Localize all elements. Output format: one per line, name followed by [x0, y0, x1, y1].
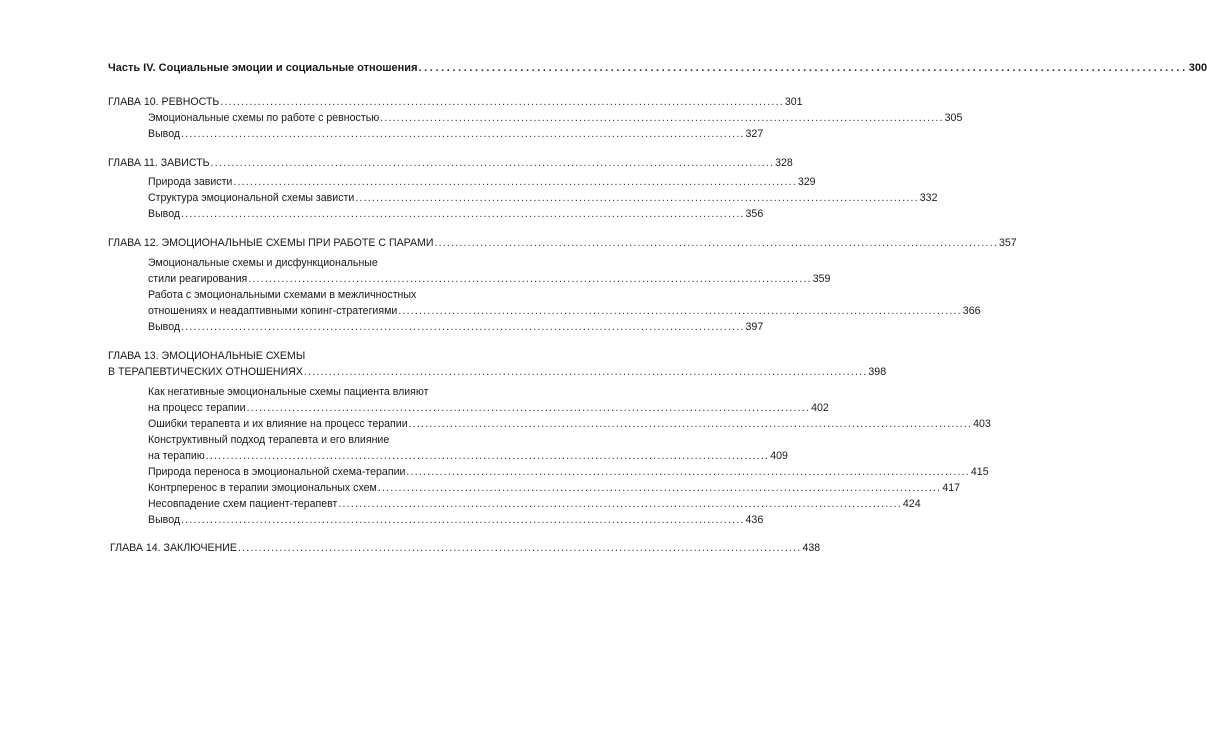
toc-chapter-entry — [108, 96, 803, 109]
section-title: Природа зависти — [148, 176, 233, 188]
dot-leader: ........................................................................................................................................ — [181, 321, 745, 333]
page-number: 424 — [902, 498, 921, 510]
dot-leader: ........................................................................................................................................ — [338, 498, 902, 510]
toc-section-entry — [148, 321, 764, 334]
section-title: отношениях и неадаптивными копинг-стратегиями — [148, 305, 398, 317]
section-title: стили реагирования — [148, 273, 248, 285]
dot-leader: ........................................................................................................................................ — [408, 418, 973, 430]
section-title-line: Конструктивный подход терапевта и его влияние — [148, 434, 390, 446]
toc-section-entry — [148, 482, 960, 495]
chapter-title: В ТЕРАПЕВТИЧЕСКИХ ОТНОШЕНИЯХ — [108, 366, 303, 378]
page-number: 357 — [999, 237, 1017, 249]
section-title: Вывод — [148, 208, 181, 220]
page-number: 415 — [970, 466, 989, 478]
page-number: 417 — [942, 482, 960, 494]
section-title: Вывод — [148, 514, 181, 526]
section-title: на процесс терапии — [148, 402, 246, 414]
page-number: 436 — [745, 514, 764, 526]
dot-leader: ........................................................................................................................................ — [406, 466, 970, 478]
page-number: 327 — [745, 128, 764, 140]
page-number: 300 — [1188, 62, 1207, 74]
page-number: 397 — [745, 321, 764, 333]
section-title: Ошибки терапевта и их влияние на процесс терапии — [148, 418, 408, 430]
dot-leader: ........................................................................................................................................ — [181, 208, 745, 220]
section-title: Структура эмоциональной схемы зависти — [148, 192, 355, 204]
toc-section-entry — [148, 402, 829, 415]
section-title: на терапию — [148, 450, 205, 462]
toc-section-entry — [148, 112, 963, 125]
chapter-title: ГЛАВА 14. ЗАКЛЮЧЕНИЕ — [110, 542, 237, 554]
page-number: 438 — [802, 542, 821, 554]
part-title: Часть IV. Социальные эмоции и социальные отношения — [108, 62, 418, 74]
chapter-title: ГЛАВА 10. РЕВНОСТЬ — [108, 96, 220, 108]
toc-section-entry — [148, 418, 991, 431]
toc-section-entry — [148, 176, 816, 189]
section-title: Контрперенос в терапии эмоциональных схем — [148, 482, 377, 494]
page-number: 366 — [962, 305, 981, 317]
page-number: 328 — [775, 157, 793, 169]
section-title: Несовпадение схем пациент-терапевт — [148, 498, 338, 510]
toc-section-entry — [148, 466, 989, 479]
section-title: Вывод — [148, 321, 181, 333]
page-number: 402 — [811, 402, 829, 414]
dot-leader: ........................................................................................................................................ — [418, 62, 1188, 74]
section-title-line: Работа с эмоциональными схемами в межличностных — [148, 289, 417, 301]
section-title: Вывод — [148, 128, 181, 140]
dot-leader: ........................................................................................................................................ — [220, 96, 784, 108]
dot-leader: ........................................................................................................................................ — [377, 482, 942, 494]
page-number: 301 — [784, 96, 803, 108]
page-number: 409 — [770, 450, 788, 462]
toc-section-entry — [148, 498, 921, 511]
toc-section-entry — [148, 305, 981, 318]
toc-section-entry — [148, 128, 764, 141]
page-number: 329 — [797, 176, 816, 188]
toc-section-entry — [148, 514, 764, 527]
dot-leader: ........................................................................................................................................ — [205, 450, 770, 462]
toc-chapter-entry — [108, 366, 887, 379]
chapter-title: ГЛАВА 11. ЗАВИСТЬ — [108, 157, 210, 169]
dot-leader: ........................................................................................................................................ — [181, 514, 745, 526]
page-number: 356 — [745, 208, 764, 220]
dot-leader: ........................................................................................................................................ — [181, 128, 745, 140]
toc-chapter-entry — [108, 157, 793, 170]
dot-leader: ........................................................................................................................................ — [303, 366, 868, 378]
dot-leader: ........................................................................................................................................ — [380, 112, 944, 124]
section-title-line: Как негативные эмоциональные схемы пациента влияют — [148, 386, 429, 398]
page-number: 305 — [944, 112, 963, 124]
dot-leader: ........................................................................................................................................ — [434, 237, 998, 249]
page-number: 403 — [973, 418, 991, 430]
page-number: 332 — [919, 192, 938, 204]
toc-chapter-entry — [108, 237, 1017, 250]
section-title-line: Эмоциональные схемы и дисфункциональные — [148, 257, 378, 269]
page-number: 398 — [868, 366, 887, 378]
section-title: Природа переноса в эмоциональной схема-терапии — [148, 466, 406, 478]
dot-leader: ........................................................................................................................................ — [398, 305, 962, 317]
section-title: Эмоциональные схемы по работе с ревностью — [148, 112, 380, 124]
toc-section-entry — [148, 208, 764, 221]
toc-section-entry — [148, 273, 831, 286]
dot-leader: ........................................................................................................................................ — [246, 402, 811, 414]
page-number: 359 — [812, 273, 831, 285]
dot-leader: ........................................................................................................................................ — [237, 542, 802, 554]
chapter-title-line: ГЛАВА 13. ЭМОЦИОНАЛЬНЫЕ СХЕМЫ — [108, 350, 306, 362]
toc-section-entry — [148, 450, 788, 463]
dot-leader: ........................................................................................................................................ — [248, 273, 812, 285]
dot-leader: ........................................................................................................................................ — [233, 176, 797, 188]
dot-leader: ........................................................................................................................................ — [355, 192, 919, 204]
chapter-title: ГЛАВА 12. ЭМОЦИОНАЛЬНЫЕ СХЕМЫ ПРИ РАБОТЕ С ПАРАМИ — [108, 237, 434, 249]
toc-chapter-entry — [110, 542, 821, 555]
toc-section-entry — [148, 192, 938, 205]
dot-leader: ........................................................................................................................................ — [210, 157, 775, 169]
toc-part-entry — [108, 62, 1207, 75]
